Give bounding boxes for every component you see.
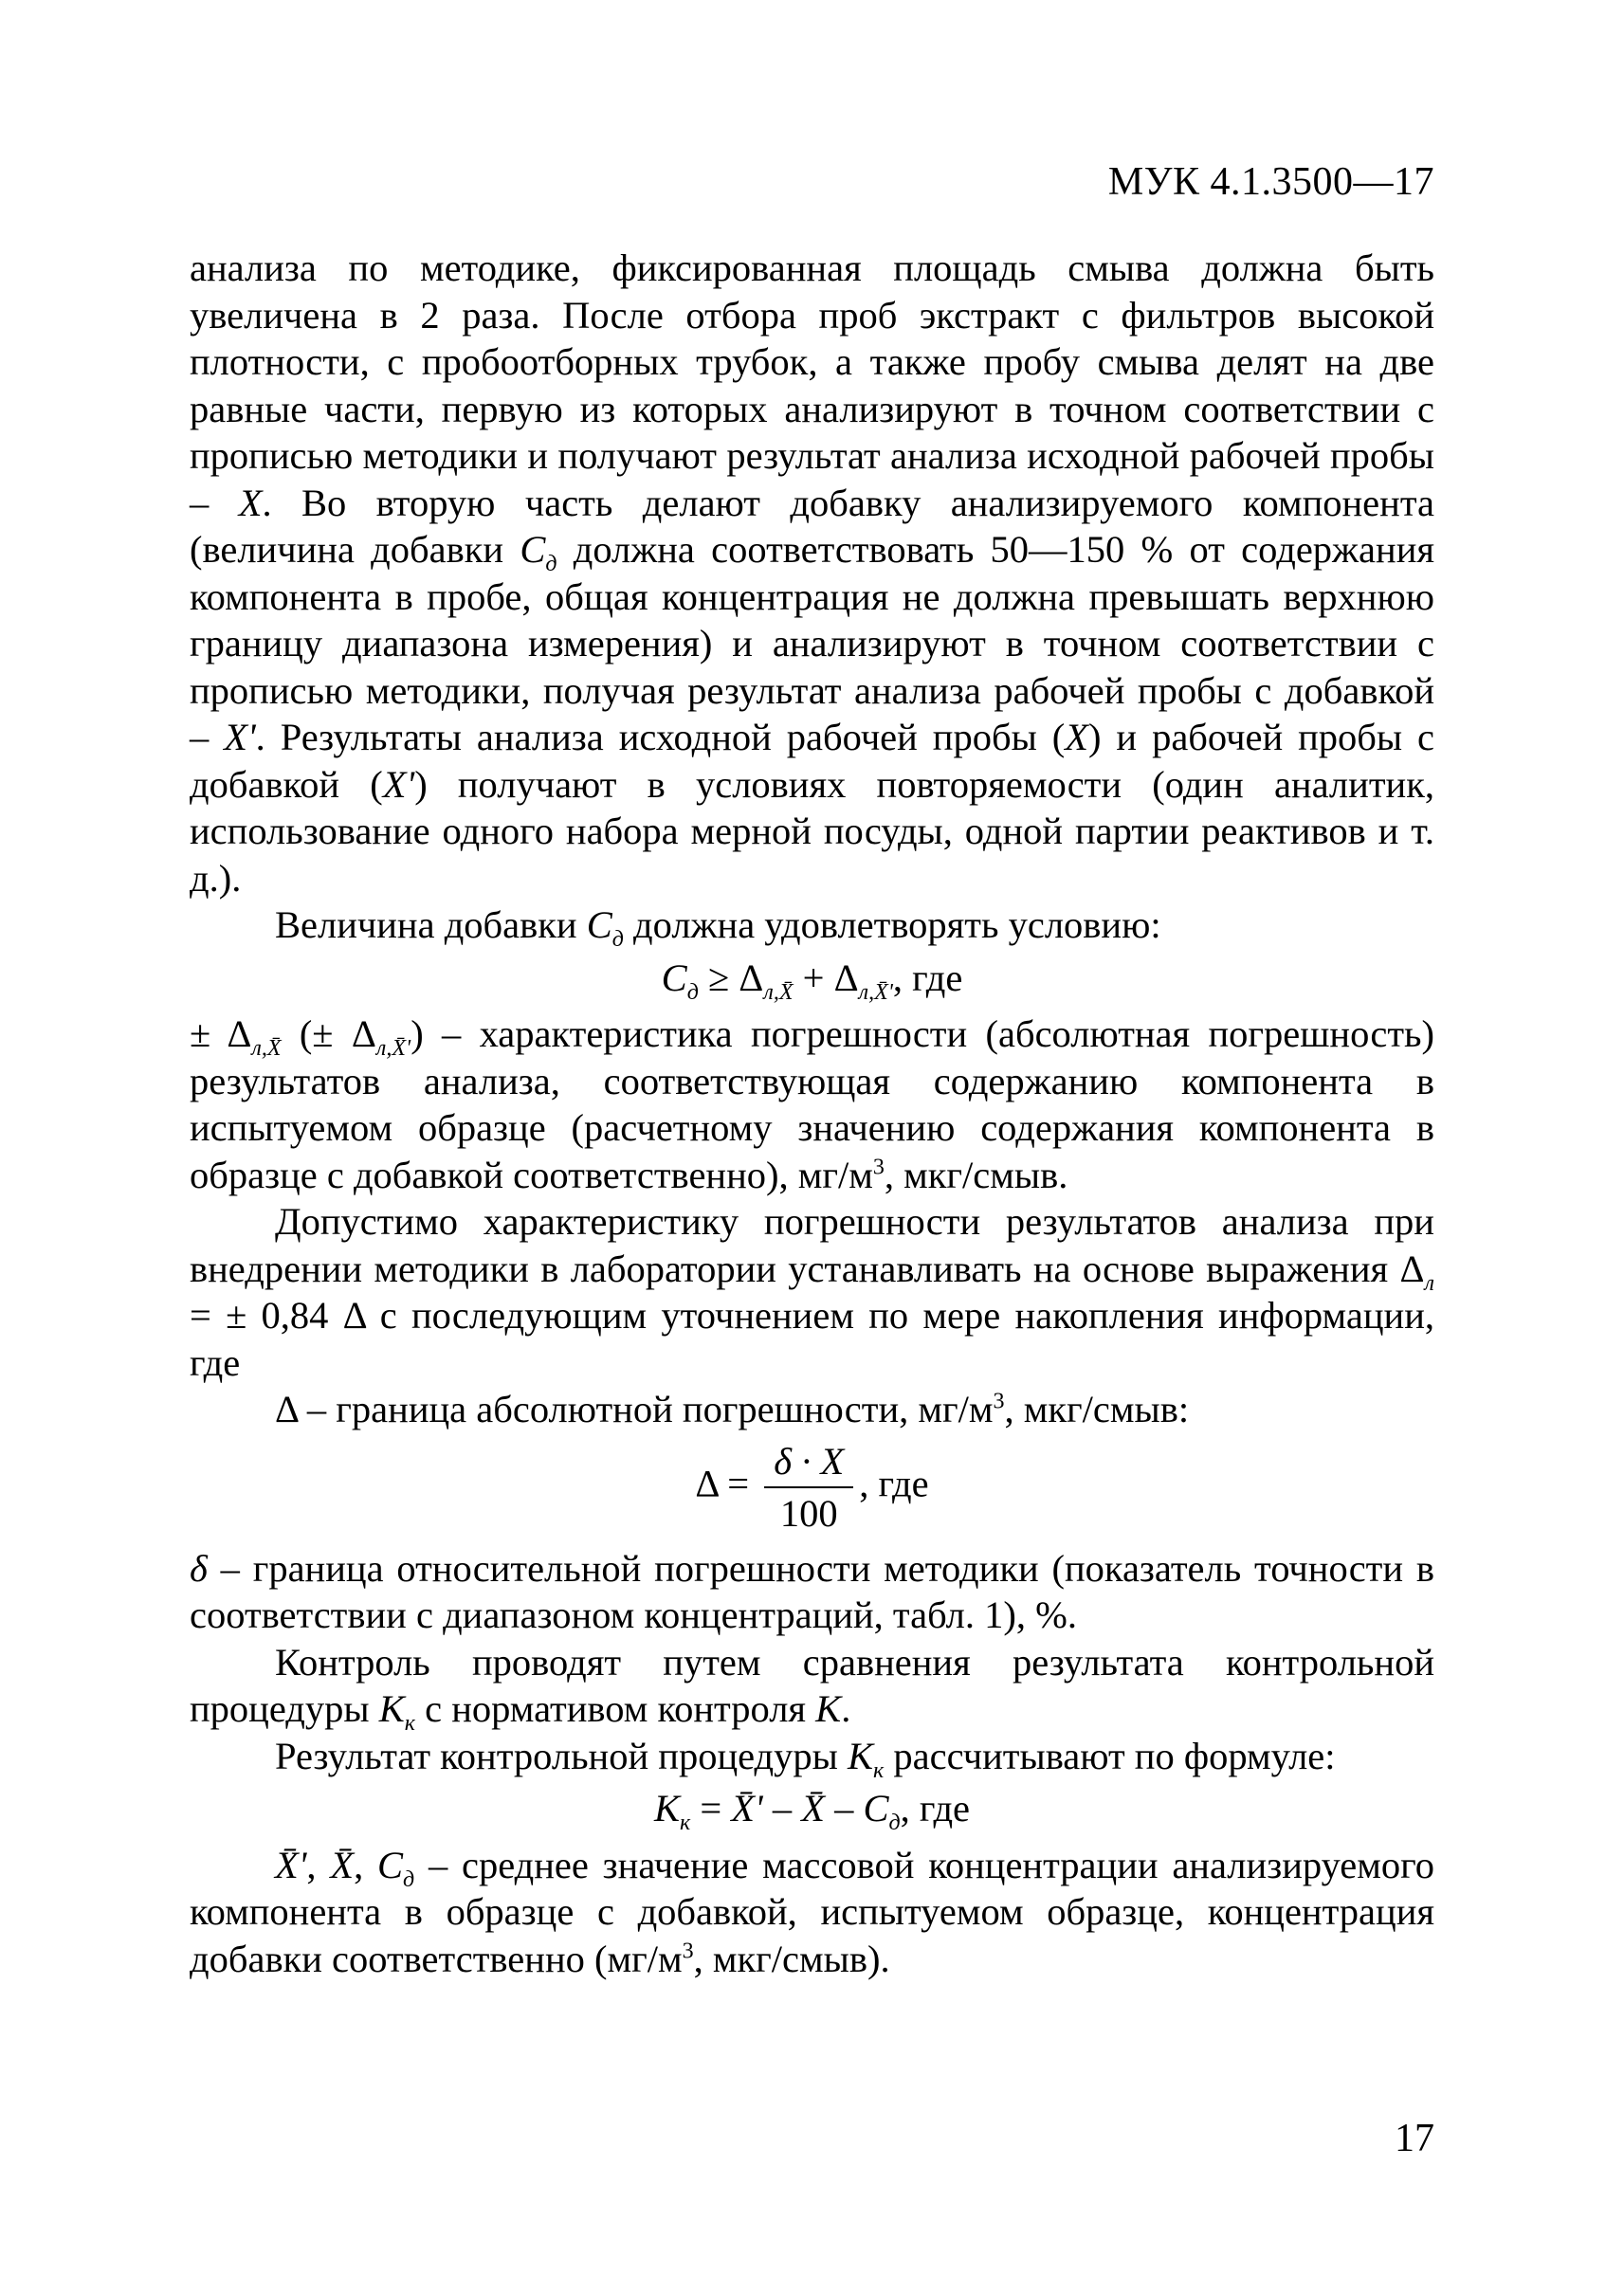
paragraph-control: Контроль проводят путем сравнения результата контрольной процедуры $K_к$ с нормативом контроля K. (190, 1640, 1434, 1737)
paragraph-sample-preparation: анализа по методике, фиксированная площадь смыва должна быть увеличена в 2 раза. После отбора проб экстракт с фильтров высокой плотности, с пробоотборных трубок, а также пробу смыва делят на две равные части, первую из которых анализируют в точном соответствии с прописью методики и получают результат анализа исходной рабочей пробы – X. Во вторую часть делают добавку анализируемого компонента (величина добавки $C_д$ должна соответствовать 50—150 % от содержания компонента в пробе, общая концентрация не должна превышать верхнюю границу диапазона измерения) и анализируют в точном соответствии с прописью методики, получая результат анализа рабочей пробы с добавкой – X'. Результаты анализа исходной рабочей пробы (X) и рабочей пробы с добавкой (X') получают в условиях повторяемости (один аналитик, использование одного набора мерной посуды, одной партии реактивов и т. д.). (190, 246, 1434, 900)
fraction (764, 1439, 853, 1536)
paragraph-absolute-error: Δ – граница абсолютной погрешности, $мг/м^3$, мкг/смыв: (275, 1388, 1190, 1430)
fraction-numerator: δ · X (764, 1439, 853, 1488)
formula-control-result: $K_к$ = X̄' – X̄ – $C_д$, где (653, 1787, 971, 1836)
page-number: 17 (1395, 2117, 1434, 2160)
paragraph-error-characteristic: ± $\Delta_{л,X̄}$ (± $\Delta_{л,X̄'}$) – характеристика погрешности (абсолютная погрешность) результатов анализа, соответствующая содержанию компонента в испытуемом образце (расчетному значению содержания компонента в образце с добавкой соответственно), $мг/м^3$, мкг/смыв. (190, 1012, 1435, 1196)
formula-absolute-error: Δ = $\frac{\delta \cdot X}{100}$ , где (695, 1439, 929, 1535)
formula-additive-condition: $C_д \ge \Delta_{л,X̄} + \Delta_{л,X̄'}$, где (661, 956, 963, 1005)
paragraph-control-result: Результат контрольной процедуры $K_к$ рассчитывают по формуле: (275, 1734, 1336, 1783)
document-body (190, 245, 1434, 1982)
fraction-denominator: 100 (779, 1491, 838, 1535)
document-code-header: МУК 4.1.3500—17 (1107, 160, 1434, 204)
paragraph-additive-condition: Величина добавки $C_д$ должна удовлетворять условию: (275, 903, 1161, 953)
paragraph-mean-values: X̄', X̄, $C_д$ – среднее значение массовой концентрации анализируемого компонента в образце с добавкой, испытуемом образце, концентрация добавки соответственно ($мг/м^3$, мкг/смыв). (190, 1843, 1435, 1980)
paragraph-lab-implementation: Допустимо характеристику погрешности результатов анализа при внедрении методики в лаборатории устанавливать на основе выражения $\Delta_л$ = ± 0,84 Δ с последующим уточнением по мере накопления информации, где (190, 1200, 1434, 1384)
paragraph-relative-error: δ – граница относительной погрешности методики (показатель точности в соответствии с диапазоном концентраций, табл. 1), %. (190, 1546, 1434, 1636)
